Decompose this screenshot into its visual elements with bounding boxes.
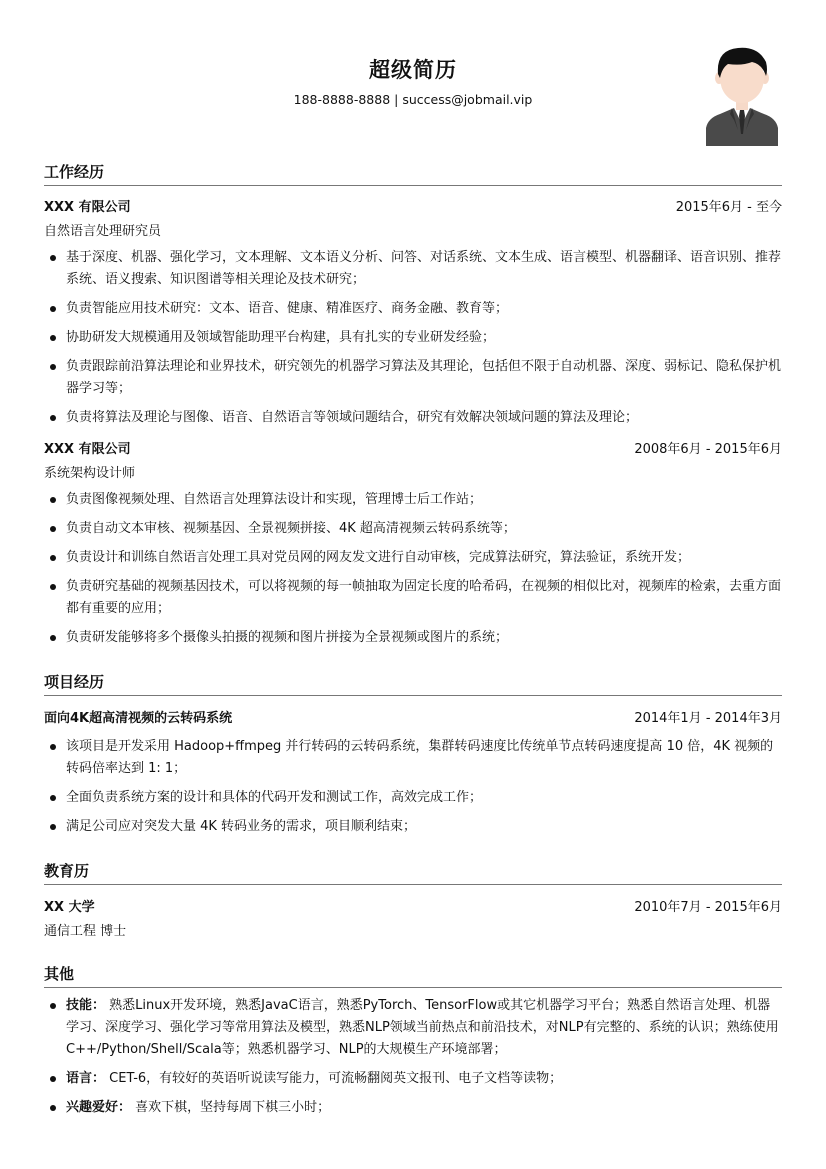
section-divider xyxy=(44,695,782,696)
employment-date: 2008年6月 - 2015年6月 xyxy=(634,442,782,457)
company-name: XXX 有限公司 xyxy=(44,442,131,457)
list-item: 负责图像视频处理、自然语言处理算法设计和实现，管理博士后工作站； xyxy=(44,489,782,511)
section-title-work: 工作经历 xyxy=(44,163,105,181)
language-label: 语言： xyxy=(66,1071,106,1086)
job-title: 自然语言处理研究员 xyxy=(44,224,162,239)
list-item: 满足公司应对突发大量 4K 转码业务的需求，项目顺利结束； xyxy=(44,816,782,838)
work-duties-list xyxy=(44,247,782,436)
language-text: CET-6，有较好的英语听说读写能力，可流畅翻阅英文报刊、电子文档等读物； xyxy=(109,1071,563,1086)
section-divider xyxy=(44,884,782,885)
hobbies-text: 喜欢下棋，坚持每周下棋三小时； xyxy=(135,1100,331,1115)
job-title: 系统架构设计师 xyxy=(44,466,136,481)
section-title-other: 其他 xyxy=(44,965,75,983)
employment-date: 2015年6月 - 至今 xyxy=(675,200,782,215)
list-item: 负责研究基础的视频基因技术，可以将视频的每一帧抽取为固定长度的哈希码，在视频的相似比对，视频库的检索，去重方面都有重要的应用； xyxy=(44,576,782,620)
candidate-name: 超级简历 xyxy=(369,58,457,82)
list-item: 协助研发大规模通用及领域智能助理平台构建，具有扎实的专业研发经验； xyxy=(44,327,782,349)
list-item: 负责智能应用技术研究：文本、语音、健康、精准医疗、商务金融、教育等； xyxy=(44,298,782,320)
list-item: 负责将算法及理论与图像、语音、自然语言等领域问题结合，研究有效解决领域问题的算法及理论； xyxy=(44,407,782,429)
company-name: XXX 有限公司 xyxy=(44,200,131,215)
list-item-hobbies xyxy=(44,1097,782,1119)
project-date: 2014年1月 - 2014年3月 xyxy=(634,711,782,726)
school-name: XX 大学 xyxy=(44,900,95,915)
section-divider xyxy=(44,987,782,988)
other-info-list xyxy=(44,995,782,1126)
list-item: 负责设计和训练自然语言处理工具对党员网的网友发文进行自动审核，完成算法研究，算法验证，系统开发； xyxy=(44,547,782,569)
list-item: 负责研发能够将多个摄像头拍摄的视频和图片拼接为全景视频或图片的系统； xyxy=(44,627,782,649)
degree: 通信工程 博士 xyxy=(44,924,127,939)
list-item: 负责自动文本审核、视频基因、全景视频拼接、4K 超高清视频云转码系统等； xyxy=(44,518,782,540)
education-date: 2010年7月 - 2015年6月 xyxy=(634,900,782,915)
contact-info: 188-8888-8888 | success@jobmail.vip xyxy=(293,92,533,107)
work-duties-list xyxy=(44,489,782,656)
section-title-project: 项目经历 xyxy=(44,673,105,691)
list-item: 全面负责系统方案的设计和具体的代码开发和测试工作，高效完成工作； xyxy=(44,787,782,809)
hobbies-label: 兴趣爱好： xyxy=(66,1100,132,1115)
resume-header xyxy=(0,0,826,150)
section-title-education: 教育历 xyxy=(44,862,90,880)
skills-label: 技能： xyxy=(66,998,106,1013)
section-divider xyxy=(44,185,782,186)
project-details-list xyxy=(44,736,782,845)
skills-text: 熟悉Linux开发环境，熟悉JavaC语言，熟悉PyTorch、TensorFlow或其它机器学习平台；熟悉自然语言处理、机器学习、深度学习、强化学习等常用算法及模型，熟悉NLP领域当前热点和前沿技术，对NLP有完整的、系统的认识；熟练使用C++/Python/Shell/Scala等；熟悉机器学习、NLP的大规模生产环境部署； xyxy=(66,998,779,1057)
list-item: 负责跟踪前沿算法理论和业界技术，研究领先的机器学习算法及其理论，包括但不限于自动机器、深度、弱标记、隐私保护机器学习等； xyxy=(44,356,782,400)
list-item: 该项目是开发采用 Hadoop+ffmpeg 并行转码的云转码系统，集群转码速度比传统单节点转码速度提高 10 倍，4K 视频的转码倍率达到 1: 1； xyxy=(44,736,782,780)
male-avatar-icon xyxy=(704,44,780,146)
list-item: 基于深度、机器、强化学习，文本理解、文本语义分析、问答、对话系统、文本生成、语言模型、机器翻译、语音识别、推荐系统、语义搜索、知识图谱等相关理论及技术研究； xyxy=(44,247,782,291)
list-item-skills xyxy=(44,995,782,1061)
list-item-language xyxy=(44,1068,782,1090)
project-name: 面向4K超高清视频的云转码系统 xyxy=(44,711,233,726)
